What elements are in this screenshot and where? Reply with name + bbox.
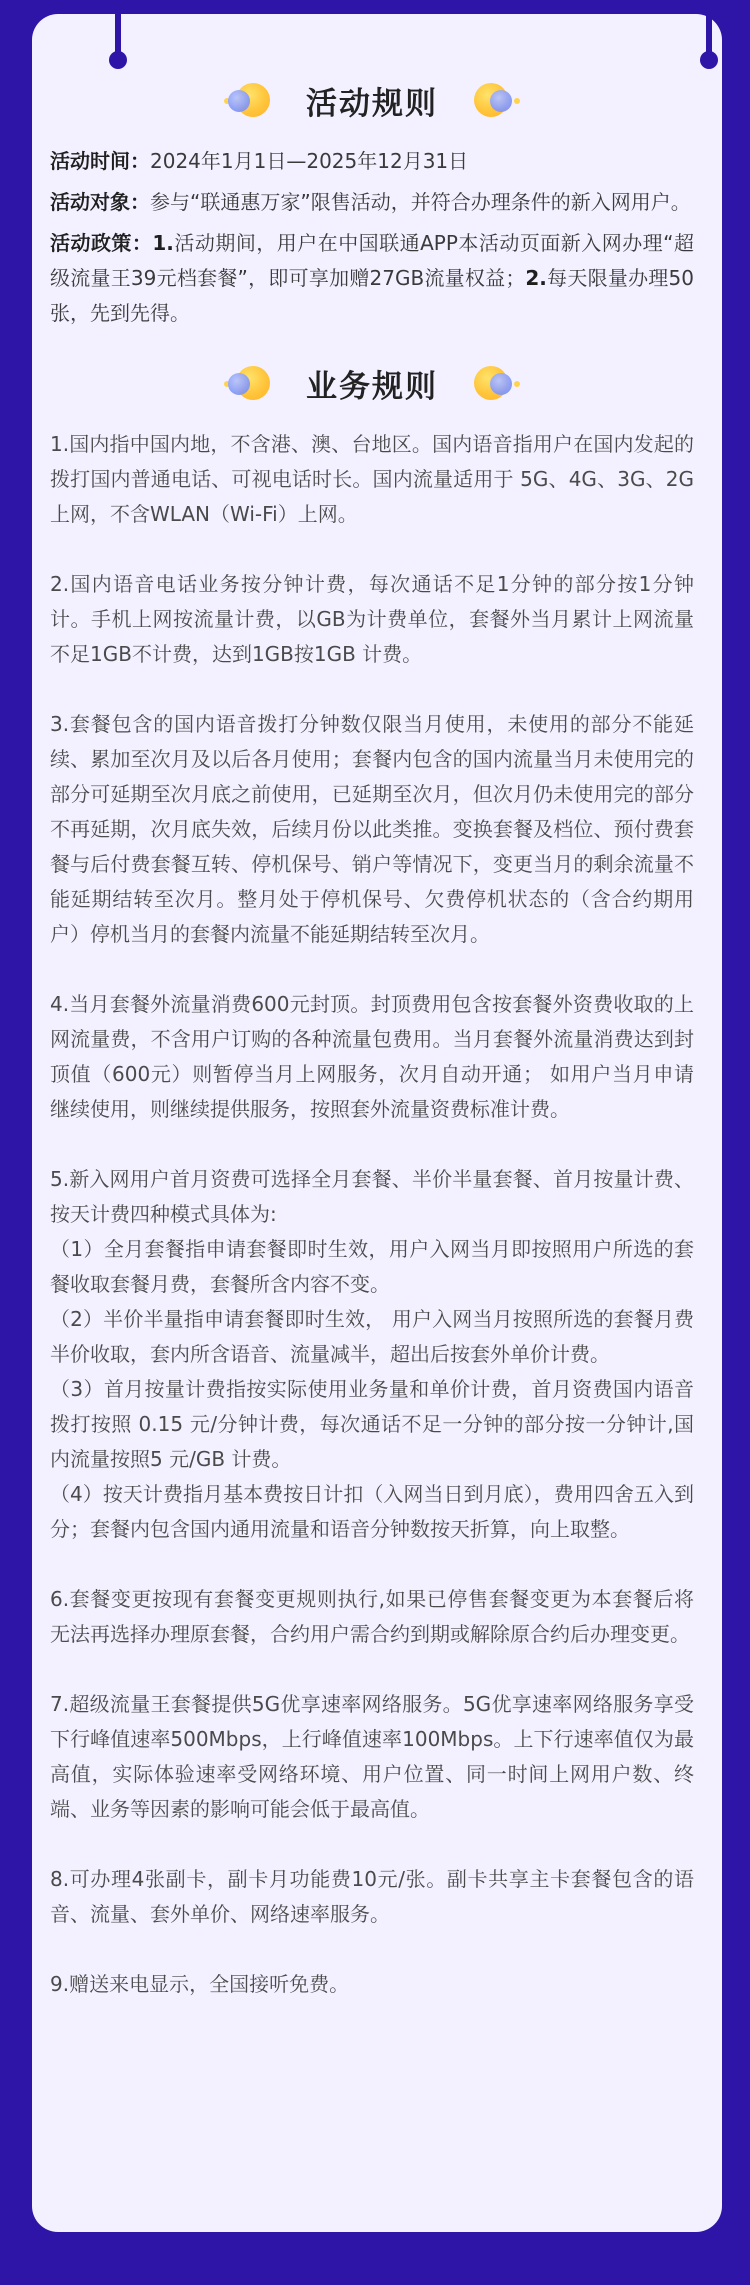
business-rule-sub: （2）半价半量指申请套餐即时生效， 用户入网当月按照所选的套餐月费半价收取，套内所含语音、流量减半，超出后按套外单价计费。	[50, 1307, 694, 1366]
business-rules-list	[50, 427, 694, 2002]
activity-policy-label: 活动政策：	[50, 231, 153, 255]
business-rule: 1.国内指中国内地，不含港、澳、台地区。国内语音指用户在国内发起的拨打国内普通电话、可视电话时长。国内流量适用于 5G、4G、3G、2G 上网，不含WLAN（Wi-Fi）上网。	[50, 432, 694, 526]
business-rule: 3.套餐包含的国内语音拨打分钟数仅限当月使用，未使用的部分不能延续、累加至次月及以后各月使用；套餐内包含的国内流量当月未使用完的部分可延期至次月底之前使用，已延期至次月，但次月仍未使用完的部分不再延期，次月底失效，后续月份以此类推。变换套餐及档位、预付费套餐与后付费套餐互转、停机保号、销户等情况下，变更当月的剩余流量不能延期结转至次月。整月处于停机保号、欠费停机状态的（含合约期用户）停机当月的套餐内流量不能延期结转至次月。	[50, 712, 694, 946]
business-rule: 4.当月套餐外流量消费600元封顶。封顶费用包含按套餐外资费收取的上网流量费，不含用户订购的各种流量包费用。当月套餐外流量消费达到封顶值（600元）则暂停当月上网服务，次月自动开通； 如用户当月申请继续使用，则继续提供服务，按照套外流量资费标准计费。	[50, 992, 694, 1121]
activity-target-label: 活动对象：	[50, 190, 150, 214]
activity-time-value: 2024年1月1日—2025年12月31日	[150, 149, 469, 173]
activity-policy-num-1: 1.	[152, 231, 174, 255]
activity-target	[50, 185, 694, 220]
activity-rules-title: 活动规则	[306, 85, 438, 122]
rules-card	[32, 14, 722, 2232]
activity-policy	[50, 226, 694, 331]
business-rules-header	[50, 353, 694, 413]
activity-time	[50, 144, 694, 179]
activity-time-label: 活动时间：	[50, 149, 150, 173]
business-rule: 9.赠送来电显示，全国接听免费。	[50, 1972, 350, 1996]
activity-target-value: 参与“联通惠万家”限售活动，并符合办理条件的新入网用户。	[150, 190, 691, 214]
card-hanger-left	[115, 14, 121, 60]
business-rule: 2.国内语音电话业务按分钟计费，每次通话不足1分钟的部分按1分钟计。手机上网按流量计费，以GB为计费单位，套餐外当月累计上网流量不足1GB不计费，达到1GB按1GB 计费。	[50, 572, 694, 666]
business-rule-sub: （1）全月套餐指申请套餐即时生效，用户入网当月即按照用户所选的套餐收取套餐月费，套餐所含内容不变。	[50, 1237, 694, 1296]
card-hanger-right	[706, 14, 712, 60]
decorative-balls-icon	[224, 363, 278, 403]
business-rule-sub: （4）按天计费指月基本费按日计扣（入网当日到月底），费用四舍五入到分；套餐内包含国内通用流量和语音分钟数按天折算，向上取整。	[50, 1482, 694, 1541]
activity-policy-num-2: 2.	[525, 266, 547, 290]
activity-policy-text-2: 每天限量办理50张，先到先得。	[50, 266, 694, 325]
business-rule-sub: （3）首月按量计费指按实际使用业务量和单价计费，首月资费国内语音拨打按照 0.15 元/分钟计费，每次通话不足一分钟的部分按一分钟计,国内流量按照5 元/GB 计费。	[50, 1377, 694, 1471]
business-rule: 7.超级流量王套餐提供5G优享速率网络服务。5G优享速率网络服务享受下行峰值速率500Mbps，上行峰值速率100Mbps。上下行速率值仅为最高值，实际体验速率受网络环境、用户位置、同一时间上网用户数、终端、业务等因素的影响可能会低于最高值。	[50, 1692, 694, 1821]
business-rules-title: 业务规则	[306, 368, 438, 405]
business-rule: 5.新入网用户首月资费可选择全月套餐、半价半量套餐、首月按量计费、按天计费四种模式具体为:	[50, 1167, 694, 1226]
activity-policy-text-1: 活动期间，用户在中国联通APP本活动页面新入网办理“超级流量王39元档套餐”，即可享加赠27GB流量权益；	[50, 231, 694, 290]
decorative-balls-icon	[466, 363, 520, 403]
business-rule: 6.套餐变更按现有套餐变更规则执行,如果已停售套餐变更为本套餐后将无法再选择办理原套餐，合约用户需合约到期或解除原合约后办理变更。	[50, 1587, 694, 1646]
decorative-balls-icon	[466, 80, 520, 120]
business-rule: 8.可办理4张副卡，副卡月功能费10元/张。副卡共享主卡套餐包含的语音、流量、套外单价、网络速率服务。	[50, 1867, 694, 1926]
activity-rules-header	[50, 70, 694, 130]
decorative-balls-icon	[224, 80, 278, 120]
